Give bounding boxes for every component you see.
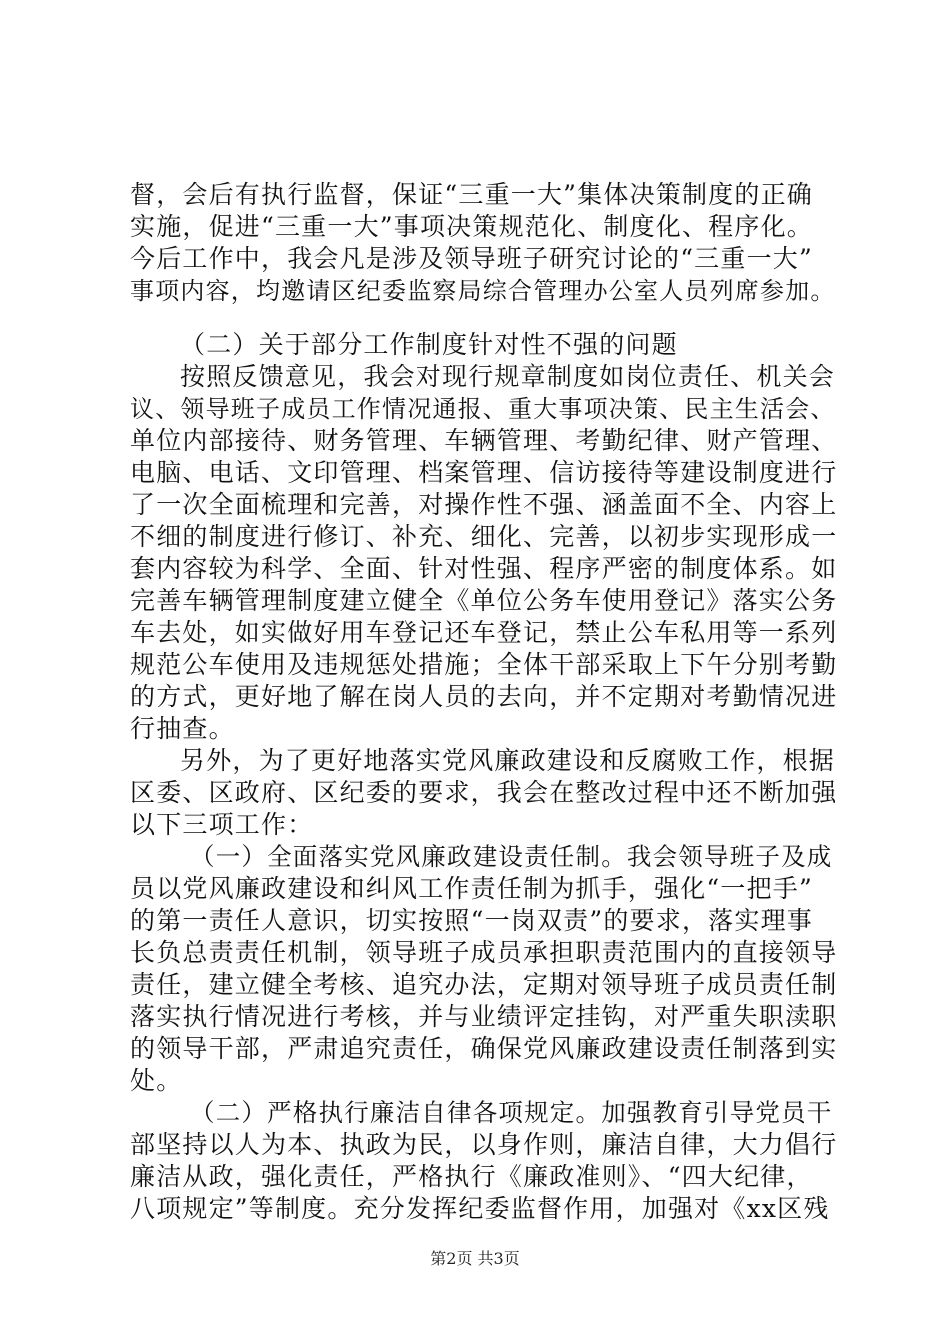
text-line: 以下三项工作： bbox=[130, 810, 314, 839]
text-line: 规范公车使用及违规惩处措施；全体干部采取上下午分别考勤 bbox=[130, 650, 838, 679]
text-line: 廉洁从政，强化责任，严格执行《廉政准则》、“四大纪律， bbox=[130, 1162, 813, 1191]
page-footer: 第2页 共3页 bbox=[430, 1249, 520, 1268]
text-line: （一）全面落实党风廉政建设责任制。我会领导班子及成 bbox=[190, 842, 833, 871]
text-line: 事项内容，均邀请区纪委监察局综合管理办公室人员列席参加。 bbox=[130, 277, 836, 305]
text-line: 实施，促进“三重一大”事项决策规范化、制度化、程序化。 bbox=[130, 212, 813, 241]
text-line: 部坚持以人为本、执政为民，以身作则，廉洁自律，大力倡行 bbox=[130, 1130, 838, 1159]
text-line: 行抽查。 bbox=[130, 714, 235, 743]
text-line: 了一次全面梳理和完善，对操作性不强、涵盖面不全、内容上 bbox=[130, 490, 838, 519]
text-line: 处。 bbox=[130, 1066, 183, 1095]
text-line: 按照反馈意见，我会对现行规章制度如岗位责任、机关会 bbox=[180, 362, 836, 391]
text-line: 员以党风廉政建设和纠风工作责任制为抓手，强化“一把手” bbox=[130, 874, 813, 903]
text-line: 区委、区政府、区纪委的要求，我会在整改过程中还不断加强 bbox=[130, 778, 838, 807]
text-line: 督，会后有执行监督，保证“三重一大”集体决策制度的正确 bbox=[130, 180, 813, 209]
text-line: 完善车辆管理制度建立健全《单位公务车使用登记》落实公务 bbox=[130, 586, 838, 615]
text-line: 责任，建立健全考核、追究办法，定期对领导班子成员责任制 bbox=[130, 970, 838, 999]
text-line: 今后工作中，我会凡是涉及领导班子研究讨论的“三重一大” bbox=[130, 244, 813, 273]
text-line: 车去处，如实做好用车登记还车登记，禁止公车私用等一系列 bbox=[130, 618, 838, 647]
text-line: 的第一责任人意识，切实按照“一岗双责”的要求，落实理事 bbox=[130, 906, 813, 935]
text-line: 的方式，更好地了解在岗人员的去向，并不定期对考勤情况进 bbox=[130, 682, 838, 711]
text-line: 落实执行情况进行考核，并与业绩评定挂钩，对严重失职渎职 bbox=[130, 1002, 838, 1031]
section-heading: （二）关于部分工作制度针对性不强的问题 bbox=[180, 330, 678, 359]
text-line: （二）严格执行廉洁自律各项规定。加强教育引导党员干 bbox=[190, 1098, 833, 1127]
text-line: 八项规定”等制度。充分发挥纪委监督作用，加强对《xx区残 bbox=[130, 1194, 830, 1223]
text-line: 电脑、电话、文印管理、档案管理、信访接待等建设制度进行 bbox=[130, 458, 838, 487]
text-line: 另外，为了更好地落实党风廉政建设和反腐败工作，根据 bbox=[180, 746, 836, 775]
text-line: 不细的制度进行修订、补充、细化、完善，以初步实现形成一 bbox=[130, 522, 838, 551]
text-line: 的领导干部，严肃追究责任，确保党风廉政建设责任制落到实 bbox=[130, 1034, 838, 1063]
text-line: 套内容较为科学、全面、针对性强、程序严密的制度体系。如 bbox=[130, 554, 838, 583]
text-line: 长负总责责任机制，领导班子成员承担职责范围内的直接领导 bbox=[130, 938, 838, 967]
text-line: 单位内部接待、财务管理、车辆管理、考勤纪律、财产管理、 bbox=[130, 426, 838, 455]
text-line: 议、领导班子成员工作情况通报、重大事项决策、民主生活会、 bbox=[130, 395, 836, 423]
